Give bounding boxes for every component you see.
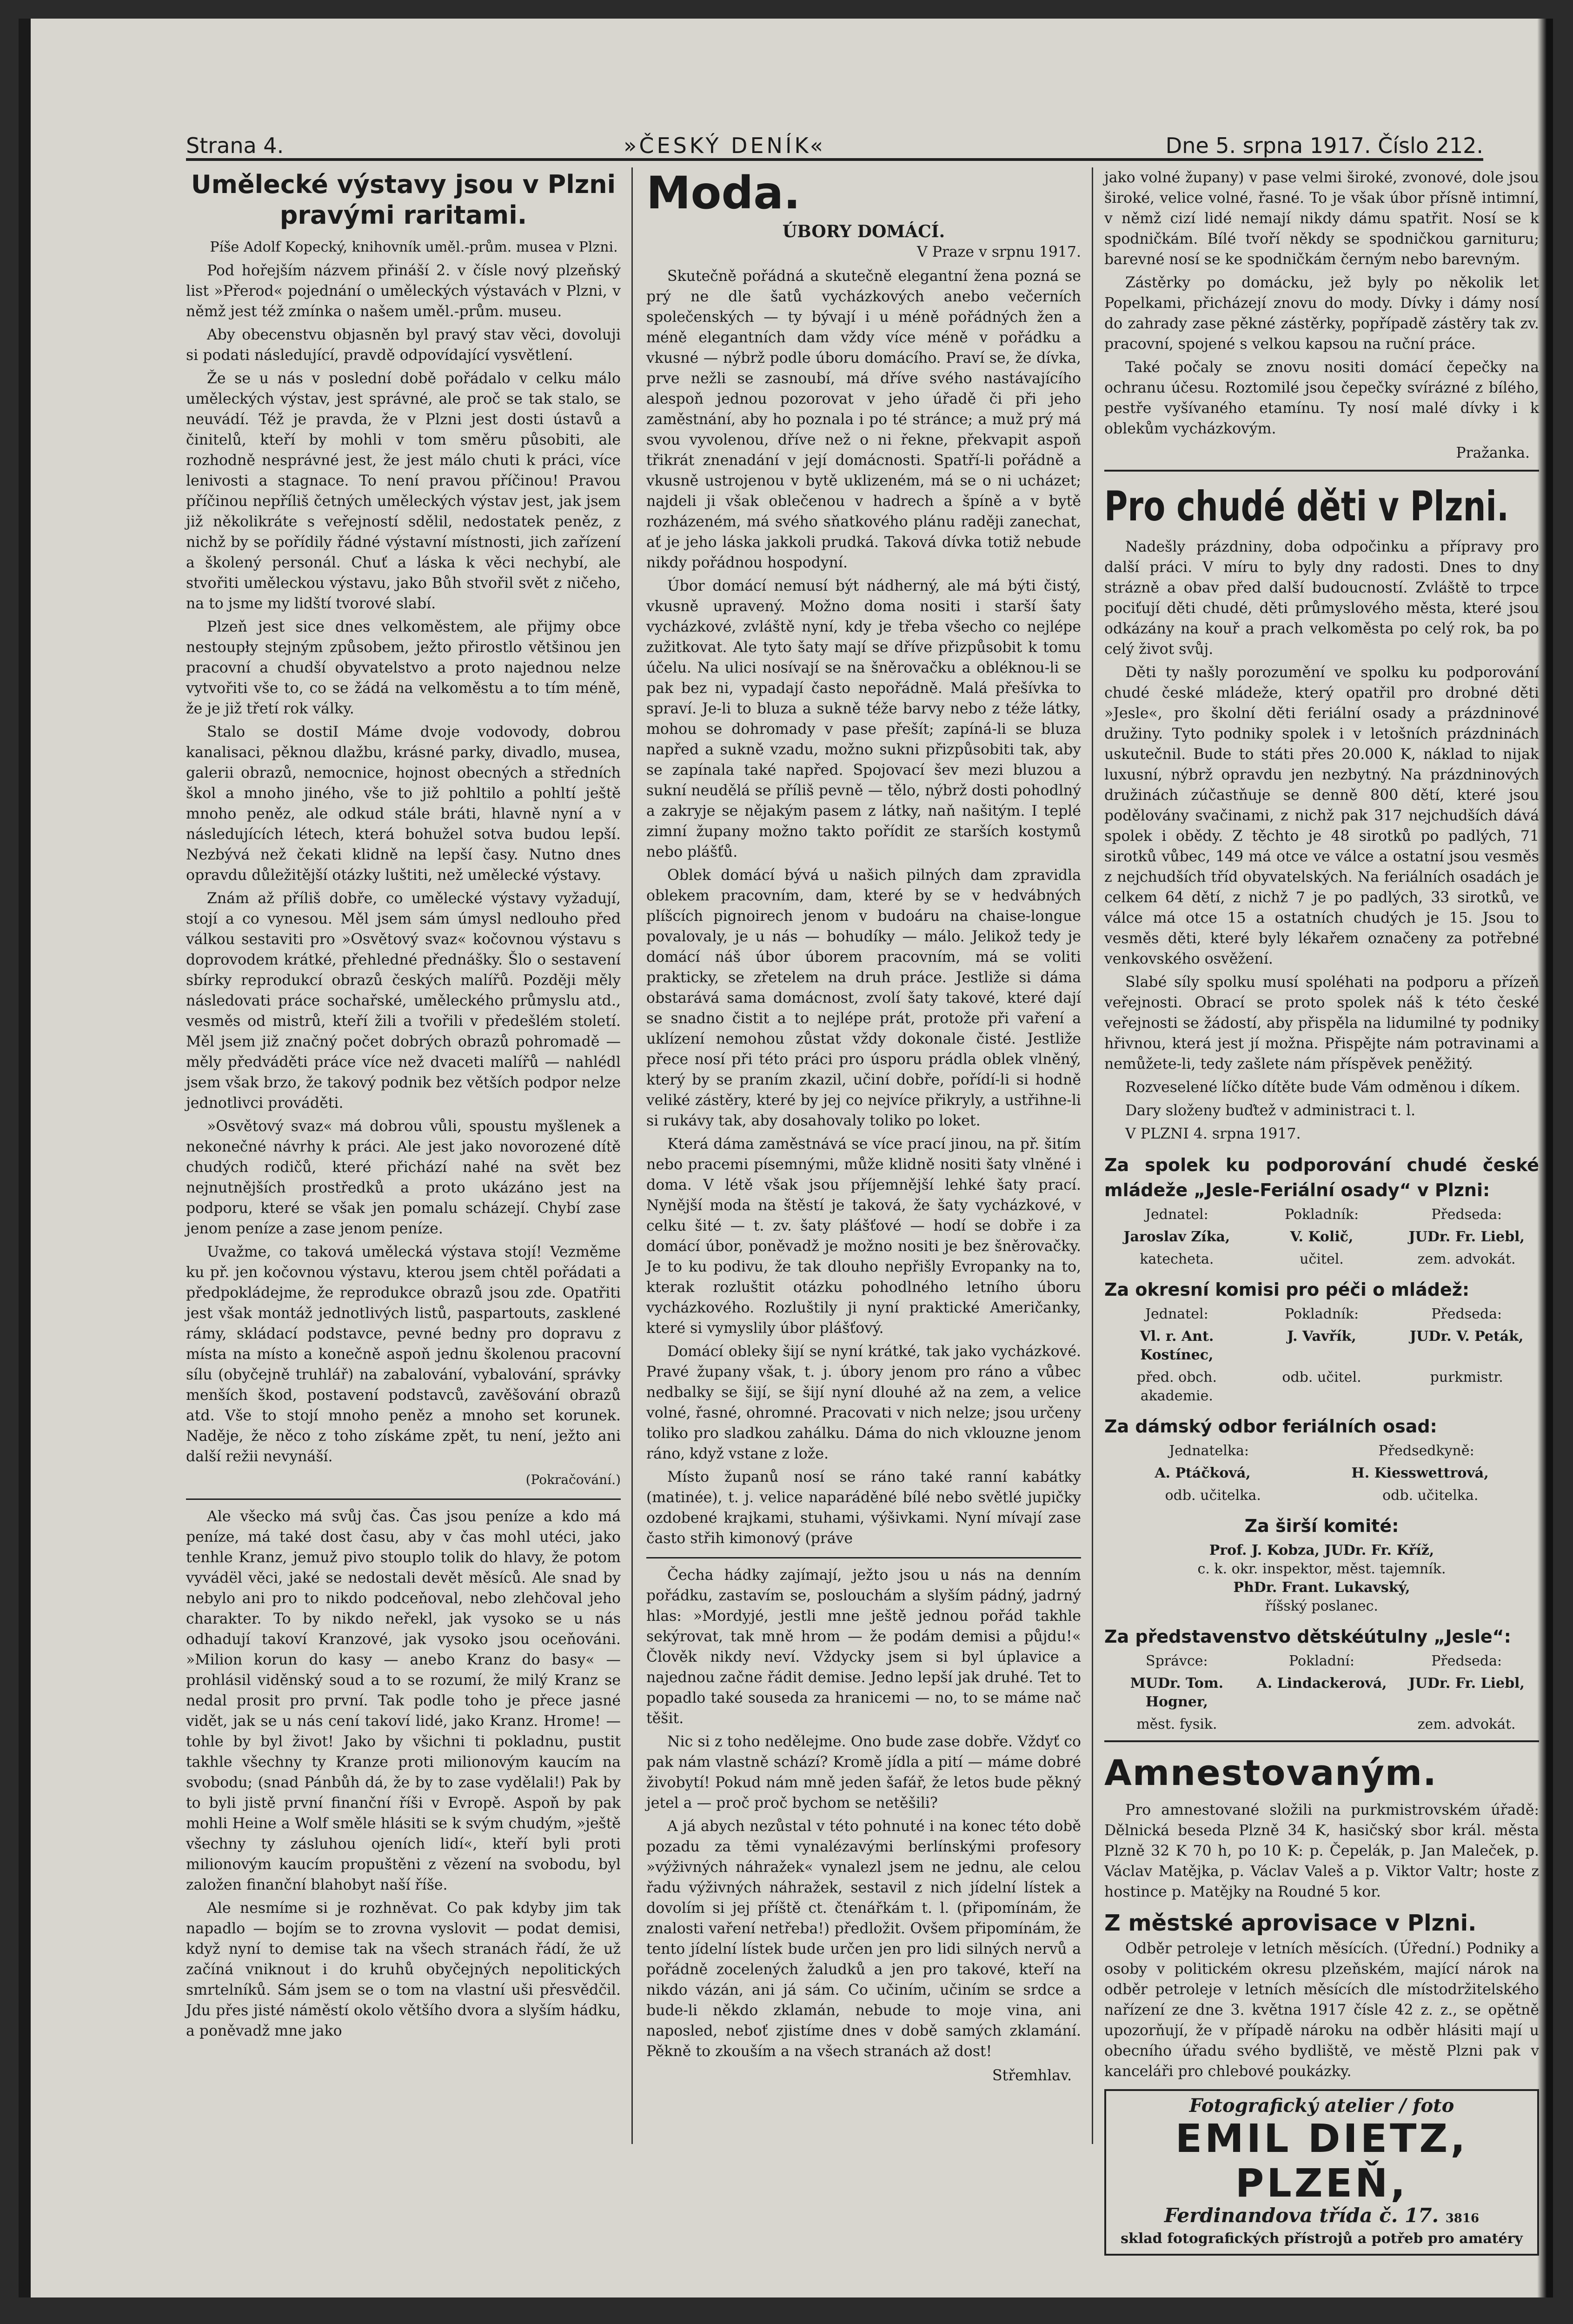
paragraph: Také počaly se znovu nositi domácí čepečky na ochranu účesu. Roztomilé jsou čepečky svírázné z bílého, pestře vyšívaného etamínu. Ty nosí malé dívky i k oblekům vycházkovým. (1104, 359, 1539, 437)
ad-line: Fotografický atelier / foto (1189, 2095, 1454, 2117)
article-byline: Píše Adolf Kopecký, knihovník uměl.-prům. musea v Plzni. (210, 239, 618, 255)
masthead (186, 112, 1483, 161)
person-role: odb. učitel. (1282, 1369, 1361, 1385)
person-name: Vl. r. Ant. Kostínec, (1140, 1328, 1214, 1363)
paragraph: Slabé síly spolku musí spoléhati na podporu a přízeň veřejnosti. Obrací se proto spolek náš k této české veřejnosti se žádostí, aby přispěla na lidumilné ty podniky hřivnou, která jest jí možna. Přispějte nám potravinami a nemůžete-li, tedy zašlete nám příspěvek peněžitý. (1104, 974, 1539, 1072)
feuilleton-rule (186, 1498, 621, 1500)
paragraph: Oblek domácí bývá u našich pilných dam zpravidla oblekem pracovním, dam, které by se v hedvábných plíšcích pignoirech jenom v budoáru na chaise-longue povalovaly, je u nás — bohudíky — málo. Jelikož tedy je domácí náš úbor úborem pracovním, má se voliti prakticky, se zřetelem na druh práce. Jestliže si dáma obstarává sama domácnost, zvolí šaty takové, které dají se snadno čistit a to nejlépe prát, protože při vaření a uklízení nemohou zůstat vždy dokonale čisté. Jestliže přece nosí při této práci pro úsporu prádla oblek vlněný, který by se praním zkazil, učiní dobře, pořídí-li si hodně veliké zástěry, které by jej co nejvíce přikryly, a ustřihne-li si rukávy tak, aby dosahovaly toliko po loket. (646, 867, 1081, 1129)
paragraph: Úbor domácí nemusí být nádherný, ale má býti čistý, vkusně upravený. Možno doma nositi i starší šaty vycházkové, zvláště nyní, kdy je třeba všecho co nejlépe zužitkovat. Ale tyto šaty mají se dříve přizpůsobit k tomu účelu. Na ulici nosívají se na šněrovačku a obléknou-li se pak bez ni, vypadají často nepořádně. Malá přešívka to spraví. Je-li to bluza a sukně téže barvy nebo z téže látky, mohou se dohromady v pase přešít; zapíná-li se bluza napřed a sukně vzadu, možno sukni přizpůsobiti tak, aby se zapínala také napřed. Spojovací šev mezi bluzou a sukní neudělá se příliš pevně — tělo, nýbrž dosti pohodlný a zakryje se nějakým pasem z látky, naň našitým. I teplé zimní župany možno takto pořídit ze starších kostymů nebo plášťů. (646, 578, 1081, 860)
committee-labels (1104, 1442, 1539, 1460)
role-label: Jednatel: (1145, 1306, 1208, 1322)
section-rule (1104, 470, 1539, 472)
role-label: Správce: (1146, 1653, 1208, 1669)
committee-roles (1104, 1486, 1539, 1505)
paragraph: Děti ty našly porozumění ve spolku ku podporování chudé české mládeže, který opatřil pro drobné děti »Jesle«, pro školní děti feriální osady a prázdninové družiny. Tyto podniky spolek i v letošních prázdninách uskutečnil. Bude to státi přes 20.000 K, náklad to nijak luxusní, nýbrž opravdu jen nezbytný. Na prázdninových družinách zúčastňuje se denně 800 dětí, které jsou podělovány svačinami, z nichž pak 317 nejchudších dává spolek i obědy. Z těchto je 48 sirotků po padlých, 71 sirotků vůbec, 149 má otce ve válce a ostatní jsou vesměs z nejchudších tříd obyvatelských. Na feriálních osadách je celkem 64 dětí, z nichž 7 je po padlých, 33 sirotků, ve válce má otce 15 a ostatních chudých je 15. Jsou to vesměs děti, které byly lékařem označeny za potřebné venkovského osvěžení. (1104, 664, 1539, 967)
right-scan-edge (1537, 19, 1553, 2297)
role-label: Pokladní: (1289, 1653, 1354, 1669)
paragraph: Zástěrky po domácku, jež byly po několik let Popelkami, přicházejí znovu do mody. Dívky i dámy nosí do zahrady zase pěkné zástěrky, popřípadě zástěry tak zv. pracovní, spojené s velkou kapsou na ruční práce. (1104, 274, 1539, 353)
ad-number: 3816 (1445, 2211, 1480, 2225)
person-role: učitel. (1300, 1251, 1344, 1267)
paragraph: Nadešly prázdniny, doba odpočinku a přípravy pro další práci. V míru to byly dny radosti. Dnes to dny strázně a obav před další budoucností. Zvláště to trpce pociťují děti chudé, děti průmyslového města, které jsou odkázány na kouř a prach velkoměsta po celý rok, ba po celý život svůj. (1104, 539, 1539, 658)
committee-line: PhDr. Frant. Lukavský, (1233, 1579, 1410, 1596)
paragraph: »Osvětový svaz« má dobrou vůli, spoustu myšlenek a nekonečné návrhy k práci. Ale jest jako novorozené dítě chudých rodičů, které přichází nahé na svět bez nejnutnějších prostředků a proto ukázáno jest na podporu, které se však jen pomalu scházejí. Chybí zase jenom peníze a zase jenom peníze. (186, 1118, 621, 1237)
person-name: MUDr. Tom. Hogner, (1130, 1675, 1224, 1710)
committee-labels (1104, 1652, 1539, 1671)
section-title: Moda. (646, 167, 801, 219)
committee-line: c. k. okr. inspektor, měst. tajemník. (1197, 1561, 1446, 1577)
person-role: purkmistr. (1430, 1369, 1503, 1385)
committee-line: říšský poslanec. (1265, 1598, 1378, 1614)
committee-heading: Za okresní komisi pro péči o mládež: (1104, 1279, 1470, 1300)
paragraph: Odběr petroleje v letních měsících. (Úřední.) Podniky a osoby v politickém okresu plzeňském, mající nárok na odběr petroleje v letních měsících dle místodržitelského nařízení ze dne 3. května 1917 čísle 42 z. z., se opětně upozorňují, že v případě nároku na odběr hlásiti mají u obecního úřadu svého bydliště, ve městě Plzni pak v kanceláři pro chlebové poukázky. (1104, 1940, 1539, 2080)
feuilleton-paragraph: Ale nesmíme si je rozhněvat. Co pak kdyby jim tak napadlo — bojím se to zrovna vyslovit — podat demisi, když nyní to demise tak na všech stranách řádí, že už začíná vniknout i do kruhů obyčejných nepolitických smrtelníků. Sám jsem se o tom na vlastní uši přesvědčil. Jdu přes jisté náměstí okolo většího dvora a slyším hádku, a poněvadž mne jako (186, 1900, 621, 2039)
ad-company-name: EMIL DIETZ, PLZEŇ, (1175, 2116, 1468, 2206)
committee-names (1104, 1228, 1539, 1246)
committee-names (1104, 1674, 1539, 1711)
column-1 (186, 167, 621, 2144)
role-label: Pokladník: (1284, 1206, 1359, 1223)
committee-heading: Za představenstvo dětskéútulny „Jesle“: (1104, 1626, 1511, 1647)
role-label: Jednatel: (1145, 1206, 1208, 1223)
column-2 (646, 167, 1081, 2144)
person-role: zem. advokát. (1417, 1716, 1516, 1732)
continued-note: (Pokračování.) (525, 1472, 621, 1487)
person-name: H. Kiesswettrová, (1351, 1465, 1489, 1481)
person-role: odb. učitelka. (1382, 1487, 1479, 1504)
column-divider (631, 167, 633, 2144)
paragraph: Stalo se dostiI Máme dvoje vodovody, dobrou kanalisaci, pěknou dlažbu, krásné parky, divadlo, musea, galerii obrazů, nemocnice, hojnost obecných a středních škol a mnoho jiného, vše to již pohltilo a pohltí ještě mnoho peněz, ale odkud stále bráti, hlavně nyní a v následujících létech, která bohužel sotva budou lepší. Nezbývá než čekati klidně na lepší časy. Nutno dnes opravdu důležitější otázky luštiti, než umělecké výstavy. (186, 724, 621, 884)
person-role: měst. fysik. (1136, 1716, 1217, 1732)
paragraph: Pod hořejším názvem přináší 2. v čísle nový plzeňský list »Přerod« pojednání o uměleckých výstavách v Plzni, v němž jest též zmínka o našem uměl.-prům. museu. (186, 262, 621, 320)
paragraph: V PLZNI 4. srpna 1917. (1125, 1125, 1301, 1142)
paragraph: Uvažme, co taková umělecká výstava stojí! Vezměme ku př. jen kočovnou výstavu, kterou jsem chtěl pořádati a předpokládejme, že reprodukce obrazů jsou zde. Opatřiti jest však montáž jednotlivých listů, paspartouts, zasklené rámy, skládací podstavce, pevné bedny pro dopravu z místa na místo a konečně aspoň jednu školenou pracovní sílu (obyčejně truhlář) na zabalování, vybalování, správky menších škod, postavení podstavců, zavěšování obrazů atd. Vše to stojí mnoho peněz a mnoho set korunek. Naděje, že něco z toho získáme zpět, tu není, ježto ani další režii nevynáší. (186, 1244, 621, 1465)
issue-date: Dne 5. srpna 1917. Číslo 212. (1165, 133, 1483, 158)
feuilleton-paragraph: Ale všecko má svůj čas. Čas jsou peníze a kdo má peníze, má také dost času, aby v čas mohl utéci, jako tenhle Kranz, jemuž pivo stouplo tolik do hlavy, že potom vyvádël věci, jaké se nedostali devět měsíců. Ale snad by nebylo ani pro to nikdo podceňoval, nebo zlehčoval jeho charakter. To by nikdo neřekl, jak vysoko se u nás odhadují takoví Kranzové, jak vysoko jsou oceňováni. »Milion korun do kasy — anebo Kranz do basy« — prohlásil viděnský soud a to se rozumí, že milý Kranz se nedal prosit pro první. Tak podle toho je přece jasné vidět, jak se u nás cení takoví lidé, jako Kranz. Hrome! — tohle by byl život! Jako by všichni ti pokladnu, pustit takhle všechny ty Kranze proti milionovým kaucím na svobodu; (snad Pánbůh dá, že by to zase vydělali!) Pak by to byli jistě první finanční říši v Evropě. Aspoň by pak mohli Heine a Wolf směle hlásiti se k svým chudým, »ještě všechny ty zásluhou ojeních lidí«, kteří byli proti milionovým kaucím propuštěni z vězení na svobodu, byl založen finanční blahobyt naší říše. (186, 1508, 621, 1893)
person-role: před. obch. akademie. (1136, 1369, 1217, 1404)
paragraph: Skutečně pořádná a skutečně elegantní žena pozná se prý ne dle šatů vycházkových anebo večerních společenských — ty bývají i u méně pořádných žen a méně elegantních dam vždy více méně v pořádku a vkusné — nýbrž podle úboru domácího. Praví se, že dívka, prve nežli se zasnoubí, má dříve svého nastávajícího alespoň jednou pozorovat v jeho úřadě či při jeho zaměstnání, aby ho poznala i po té stránce; a muž prý má svou vyvolenou, dříve než o ni řekne, překvapit aspoň třikrát znenadání v její domácnosti. Spatří-li pořádně a vkusně ustrojenou v bytě uklizeném, má se o ni ucházet; najdeli ji však oblečenou v hadrech a špíně a v bytě rozházeném, má svého sňatkového plánu raději zanechat, ať je jeho láska jakkoli prudká. Taková dívka totiž nebude nikdy pořádnou hospodyní. (646, 268, 1081, 571)
article-title: Umělecké výstavy jsou v Plzni pravými raritami. (191, 170, 616, 230)
article-dateline: V Praze v srpnu 1917. (916, 244, 1081, 260)
article-title: Pro chudé děti v Plzni. (1104, 482, 1509, 530)
paragraph: Pro amnestované složili na purkmistrovském úřadě: Dělnická beseda Plzně 34 K, hasičský sbor král. města Plzně 32 K 70 h, po 10 K: p. Čepelák, p. Jan Maleček, p. Václav Matějka, p. Václav Valeš a p. Viktor Valtr; hoste z hostince p. Matějky na Roudné 5 kor. (1104, 1802, 1539, 1900)
paragraph: Aby obecenstvu objasněn byl pravý stav věci, dovoluji si podati následující, pravdě odpovídající vysvětlení. (186, 326, 621, 364)
article-title: Z městské aprovisace v Plzni. (1104, 1910, 1477, 1936)
role-label: Předsedkyně: (1378, 1443, 1474, 1459)
paragraph: jako volné župany) v pase velmi široké, zvonové, dole jsou široké, velice volné, řasné. To je však úbor přísně intimní, v němž cizí lidé nemají nikdy dámu spatřit. Nosí se k spodničkám. Bílé tvoří někdy se spodničkou garnituru; barevné nosí se ke spodničkám černým nebo barevným. (1104, 169, 1539, 268)
person-name: JUDr. Fr. Liebl, (1408, 1229, 1525, 1245)
paragraph: Domácí obleky šijí se nyní krátké, tak jako vycházkové. Pravé župany však, t. j. úbory jenom pro ráno a vůbec nedbalky se šijí, se šijí nyní dlouhé až na zem, a velice volné, řasné, ohromné. Pracovati v nich nelze; jsou určeny toliko pro sladkou zahálku. Dáma do nich vklouzne jenom ráno, když vstane z lože. (646, 1343, 1081, 1462)
article-subhead: ÚBORY DOMÁCÍ. (782, 222, 945, 241)
newspaper-name: »ČESKÝ DENÍK« (624, 133, 826, 158)
article-title: Amnestovaným. (1104, 1752, 1437, 1793)
newspaper-page (19, 19, 1553, 2297)
paragraph: Rozveselené líčko dítěte bude Vám odměnou i díkem. (1125, 1079, 1520, 1096)
committee-heading: Za spolek ku podporování chudé české mládeže „Jesle-Feriální osady“ v Plzni: (1104, 1155, 1539, 1200)
section-rule (1104, 1740, 1539, 1742)
page-number: Strana 4. (186, 133, 284, 158)
committee-labels (1104, 1205, 1539, 1224)
person-name: A. Ptáčková, (1155, 1465, 1251, 1481)
paragraph: Že se u nás v poslední době pořádalo v celku málo uměleckých výstav, jest správné, ale proč se tak stalo, se neuvádí. Též je pravda, že v Plzni jest dosti ústavů a činitelů, kteří by mohli v tom směru působiti, ale rozhodně nesprávné jest, že jest málo chuti k práci, více lenivosti a stagnace. To není pravou příčinou! Pravou příčinou nepříliš četných uměleckých výstav jest, jak jsem již několikráte s veřejností sdělil, nedostatek peněz, z nichž by se pořídily řádné výstavní místnosti, jich zařízení a školený personál. Chuť a láska k věci nechybí, ale stvořiti uměleckou výstavu, jako Bůh stvořil svět z ničeho, na to jsme my lidští tvorové slabí. (186, 370, 621, 612)
role-label: Předseda: (1431, 1653, 1502, 1669)
column-3 (1104, 167, 1539, 2247)
person-role: katecheta. (1140, 1251, 1214, 1267)
committee-heading: Za širší komité: (1244, 1516, 1399, 1536)
person-name: J. Vavřík, (1287, 1328, 1356, 1345)
role-label: Předseda: (1431, 1206, 1502, 1223)
person-name: JUDr. V. Peták, (1409, 1328, 1524, 1345)
author-signature: Pražanka. (1456, 445, 1530, 461)
author-signature: Střemhlav. (992, 2067, 1072, 2084)
person-name: JUDr. Fr. Liebl, (1408, 1675, 1525, 1691)
person-name: A. Lindackerová, (1256, 1675, 1387, 1691)
paragraph: Místo županů nosí se ráno také ranní kabátky (matinée), t. j. velice naparáděné bílé nebo světlé jupičky ozdobené krajkami, stuhami, výšivkami. Nyní mívají zase často střih kimonový (práve (646, 1469, 1081, 1547)
feuilleton-paragraph: A já abych nezůstal v této pohnuté i na konec této době pozadu za těmi vynalézavými berlínskými profesory »výživných náhražek« vynalezl jsem ne jednu, ale celou řadu výživných náhražek, sestavil z nich jídelní lístek a dovolím si jej příště ct. čtenářkám t. l. (připomínám, že znalosti vaření netřeba!) předložit. Ovšem připomínám, že tento jídelní lístek bude určen jen pro lidi silných nervů a pořádně zocelených žaludků a jen pro takové, kteří na nikdo vázán, ani já sám. Co učiním, učiním se srdce a bude-li někdo zklamán, nebude to moje vina, ani naposled, neboť zjistíme dnes v době samých zklamání. Pěkně to zkouším a na všech stranách až dost! (646, 1818, 1081, 2060)
committee-roles (1104, 1715, 1539, 1734)
paragraph: Která dáma zaměstnává se více prací jinou, na př. šitím nebo pracemi písemnými, může klidně nositi šaty vlněné i doma. V létě však jsou příjemnější lehké šaty prací. Nynější moda na štěstí je taková, že šaty vycházkové, v celku šité — t. zv. šaty plášťové — hodí se dobře i za domácí úbor, poněvadž je možno nositi je bez šněrovačky. Je to ku podivu, že tak dlouho nepřišly Evropanky na to, kterak rozluštit otázku pohodlného letního úboru vycházkového. Rozluštily ji nyní praktické Američanky, které si vymyslily úbor plášťový. (646, 1136, 1081, 1337)
committee-names (1104, 1327, 1539, 1365)
left-scan-edge (19, 19, 31, 2297)
committee-roles (1104, 1250, 1539, 1269)
feuilleton-paragraph: Čecha hádky zajímají, ježto jsou u nás na denním pořádku, zastavím se, poslouchám a slyším pádný, jadrný hlas: »Mordyjé, jestli mne ještě jednou pořád takhle sekýrovat, tak mně hrom — že podám demisi a půjdu!« Člověk nikdy neví. Vždycky jsem si byl úplavice a najednou začne řádit demise. Jedno lepší jak druhé. Tet to popadlo také souseda za hranicemi — no, to se máme nač těšit. (646, 1567, 1081, 1727)
committee-labels (1104, 1305, 1539, 1324)
person-role: odb. učitelka. (1165, 1487, 1261, 1504)
paragraph: Znám až příliš dobře, co umělecké výstavy vyžadují, stojí a co vynesou. Měl jsem sám úmysl nedlouho před válkou sestaviti pro »Osvětový svaz« kočovnou výstavu s doprovodem krátké, přehledné přednášky. Šlo o sestavení sbírky reprodukcí obrazů českých malířů. Později měly následovati práce sochařské, uměleckého průmyslu atd., vesměs od mistrů, kteří žili a tvořili v předešlém století. Měl jsem již značný počet dobrých obrazů pohromadě — měly předváděti práce více než dvaceti malířů — nahlédl jsem však brzo, že takový podnik bez větších podpor nelze jednotlivci prováděti. (186, 890, 621, 1112)
paragraph: Plzeň jest sice dnes velkoměstem, ale přijmy obce nestoupły stejným způsobem, ježto přirostlo většinou jen pracovní a chudší obyvatelstvo a proto najednou nelze vytvořiti vše to, co se žádá na velkoměstu a to tím méně, že je již třetí rok války. (186, 619, 621, 717)
person-role (1249, 1715, 1394, 1734)
feuilleton-rule (646, 1557, 1081, 1558)
ad-line: sklad fotografických přístrojů a potřeb pro amatéry (1121, 2231, 1523, 2247)
person-role: zem. advokát. (1417, 1251, 1516, 1267)
committee-roles (1104, 1368, 1539, 1405)
person-name: Jaroslav Zíka, (1123, 1229, 1230, 1245)
committee-names (1104, 1464, 1539, 1483)
committee-line: Prof. J. Kobza, JUDr. Fr. Kříž, (1209, 1542, 1434, 1558)
role-label: Pokladník: (1284, 1306, 1359, 1322)
role-label: Předseda: (1431, 1306, 1502, 1322)
feuilleton-paragraph: Nic si z toho nedělejme. Ono bude zase dobře. Vždyť co pak nám vlastně schází? Kromě jídla a pití — máme dobré živobytí! Pokud nám mně jeden šafář, že letos bude pěkný jetel a — proč proč bychom se netěšili? (646, 1733, 1081, 1811)
paragraph: Dary složeny buďtež v administraci t. l. (1125, 1102, 1416, 1119)
role-label: Jednatelka: (1169, 1443, 1249, 1459)
advertisement (1104, 2089, 1539, 2256)
committee-heading: Za dámský odbor feriálních osad: (1104, 1416, 1437, 1437)
person-name: V. Količ, (1290, 1229, 1354, 1245)
ad-address: Ferdinandova třída č. 17. 3816 (1164, 2204, 1480, 2227)
column-divider (1092, 167, 1093, 2144)
